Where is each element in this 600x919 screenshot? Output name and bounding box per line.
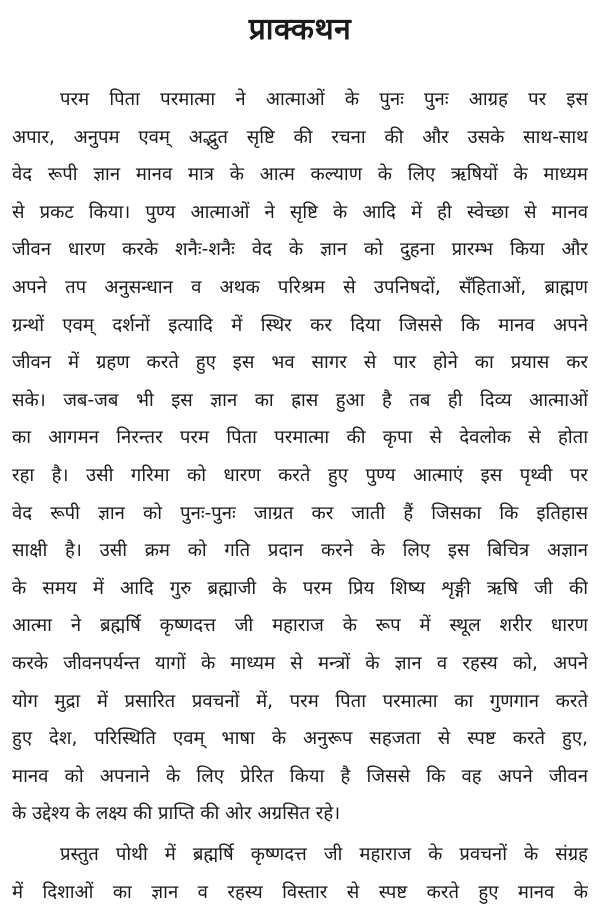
paragraph-2 — [12, 836, 588, 911]
text-line: का आगमन निरन्तर परम पिता परमात्मा की कृपा से देवलोक से होता — [12, 427, 588, 449]
text-line: ग्रन्थों एवम् दर्शनों इत्यादि में स्थिर कर दिया जिससे कि मानव अपने — [12, 314, 588, 336]
text-line: में दिशाओं का ज्ञान व रहस्य विस्तार से स्पष्ट करते हुए मानव के — [12, 881, 588, 903]
text-line: आत्मा ने ब्रह्मर्षि कृष्णदत्त जी महाराज के रूप में स्थूल शरीर धारण — [12, 615, 588, 637]
text-line: हुए देश, परिस्थिति एवम् भाषा के अनुरूप सहजता से स्पष्ट करते हुए, — [12, 728, 588, 750]
page-title: प्राक्कथन — [248, 12, 352, 47]
text-line: वेद रूपी ज्ञान मानव मात्र के आत्म कल्याण के लिए ऋषियों के माध्यम — [12, 164, 588, 186]
text-line: वेद रूपी ज्ञान को पुनः-पुनः जाग्रत कर जाती हैं जिसका कि इतिहास — [12, 502, 588, 524]
text-line: जीवन में ग्रहण करते हुए इस भव सागर से पार होने का प्रयास कर — [12, 352, 588, 374]
paragraph-1 — [12, 81, 588, 833]
text-line: रहा है। उसी गरिमा को धारण करते हुए पुण्य आत्माएं इस पृथ्वी पर — [12, 464, 588, 486]
text-line: अपार, अनुपम एवम् अद्भुत सृष्टि की रचना की और उसके साथ-साथ — [12, 126, 588, 148]
text-line: साक्षी है। उसी क्रम को गति प्रदान करने के लिए इस बिचित्र अज्ञान — [12, 540, 588, 562]
text-line: मानव को अपनाने के लिए प्रेरित किया है जिससे कि वह अपने जीवन — [12, 765, 588, 787]
text-line: के समय में आदि गुरु ब्रह्माजी के परम प्रिय शिष्य शृङ्गी ऋषि जी की — [12, 577, 588, 599]
text-line: के उद्देश्य के लक्ष्य की प्राप्ति की ओर अग्रसित रहे। — [12, 803, 341, 825]
text-line: प्रस्तुत पोथी में ब्रह्मर्षि कृष्णदत्त जी महाराज के प्रवचनों के संग्रह — [60, 844, 588, 865]
text-line: योग मुद्रा में प्रसारित प्रवचनों में, परम पिता परमात्मा का गुणगान करते — [12, 690, 588, 712]
text-line: से प्रकट किया। पुण्य आत्माओं ने सृष्टि के आदि में ही स्वेच्छा से मानव — [12, 201, 588, 223]
text-line: अपने तप अनुसन्धान व अथक परिश्रम से उपनिषदों, सँहिताओं, ब्राह्मण — [12, 276, 588, 298]
text-line: सके। जब-जब भी इस ज्ञान का ह्रास हुआ है तब ही दिव्य आत्माओं — [12, 389, 588, 411]
text-line: करके जीवनपर्यन्त यागों के माध्यम से मन्त्रों के ज्ञान व रहस्य को, अपने — [12, 652, 588, 674]
text-line: परम पिता परमात्मा ने आत्माओं के पुनः पुनः आग्रह पर इस — [60, 89, 588, 110]
text-line: जीवन धारण करके शनैः-शनैः वेद के ज्ञान को दुहना प्रारम्भ किया और — [12, 239, 588, 261]
